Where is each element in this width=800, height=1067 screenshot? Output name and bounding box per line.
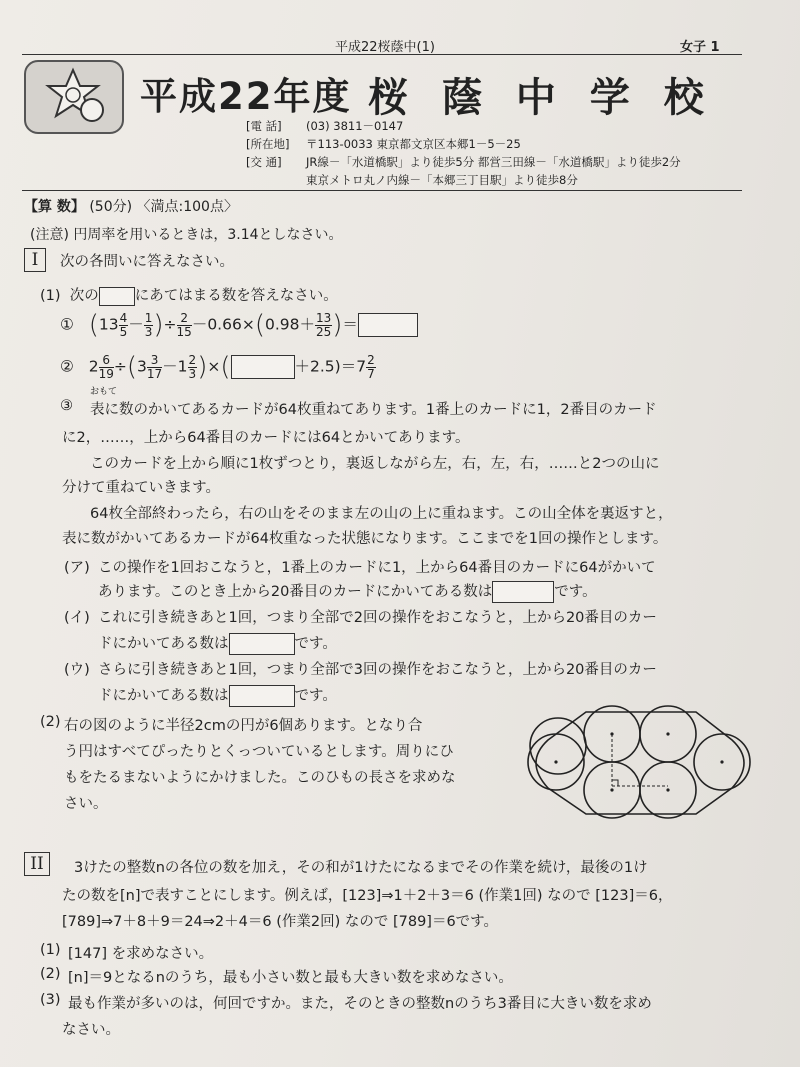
- ruby-annotation: おもて: [90, 387, 118, 397]
- answer-box-c[interactable]: [229, 685, 295, 707]
- page-label: 女子 1: [680, 40, 720, 55]
- section-2-q3-line: 最も作業が多いのは，何回ですか。また，そのときの整数nのうち3番目に大きい数を求め: [68, 996, 652, 1012]
- equation-2: ② 2 $\frac{6}{19}$ ÷(3 $\frac{3}{17}$ －1 $\frac{2}{3}$ )×( ＋2.5)＝7 $\frac{2}{7}$: [60, 352, 375, 382]
- school-name: 桜 蔭 中 学 校: [368, 75, 714, 121]
- eq2-whole: 1: [177, 357, 188, 376]
- q2-line: う円はすべてぴったりとくっついているとします。周りにひ: [64, 744, 454, 760]
- section-2-q2: [n]＝9となるnのうち，最も小さい数と最も大きい数を求めなさい。: [68, 970, 513, 986]
- q3-line: に2，……，上から64番目のカードには64とかいてあります。: [62, 430, 470, 446]
- section-1-heading: 次の各問いに答えなさい。: [60, 254, 234, 270]
- q2-line: 右の図のように半径2cmの円が6個あります。となり合: [64, 718, 423, 734]
- equation-1: ① (13 $\frac{4}{5}$ － $\frac{1}{3}$ )÷ $\frac{2}{15}$ －0.66×(0.98＋ $\frac{13}{25}$ )＝: [60, 310, 418, 340]
- q2-line: さい。: [64, 796, 108, 812]
- section-2-intro-line: 3けたの整数nの各位の数を加え，その和が1けたになるまでその作業を続け，最後の1け: [74, 860, 648, 876]
- sub-question-b-line: [98, 632, 337, 655]
- section-2-q2-number: (2): [40, 966, 61, 982]
- eq2-plus: ＋2.5)＝: [294, 357, 357, 376]
- answer-box-eq1[interactable]: [358, 313, 418, 337]
- phone-label: [電 話]: [246, 119, 282, 133]
- address-value: 〒113-0033 東京都文京区本郷1－5－25: [306, 137, 521, 151]
- sub-a-text: あります。このとき上から20番目のカードにかいてある数は: [98, 584, 493, 600]
- section-2-intro-line: たの数を[n]で表すことにします。例えば，[123]⇒1＋2＋3＝6 (作業1回) なので [123]＝6，: [62, 888, 673, 904]
- sub-question-c-label: (ウ): [64, 662, 90, 678]
- eq1-term: 0.98＋: [264, 315, 315, 334]
- fraction: $\frac{2}{3}$: [188, 352, 197, 381]
- equation-2-number: ②: [60, 357, 74, 376]
- answer-box-sample: [99, 287, 135, 306]
- address-label: [所在地]: [246, 137, 290, 151]
- answer-box-a[interactable]: [492, 581, 554, 603]
- sub-question-a-line: この操作を1回おこなうと，1番上のカードに1，上から64番目のカードに64がかいて: [98, 560, 656, 576]
- fraction: $\frac{2}{15}$: [176, 310, 192, 339]
- sub-a-tail: です。: [554, 584, 597, 600]
- fraction: $\frac{3}{17}$: [146, 352, 163, 381]
- subject: 【算 数】: [24, 199, 85, 215]
- section-2-intro-line: [789]⇒7＋8＋9＝24⇒2＋4＝6 (作業2回) なので [789]＝6です。: [62, 914, 499, 930]
- access-line-2: 東京メトロ丸ノ内線－「本郷三丁目駅」より徒歩8分: [306, 173, 578, 187]
- access-line-1: JR線－「水道橋駅」より徒歩5分 都営三田線－「水道橋駅」より徒歩2分: [306, 155, 681, 169]
- sub-b-text: ドにかいてある数は: [98, 636, 229, 652]
- fraction: $\frac{6}{19}$: [98, 352, 114, 381]
- sub-question-b-label: (イ): [64, 610, 90, 626]
- answer-box-eq2[interactable]: [231, 355, 295, 379]
- access-label: [交 通]: [246, 155, 282, 169]
- q3-line: 64枚全部終わったら，右の山をそのまま左の山の上に重ねます。この山全体を裏返すと，: [90, 506, 673, 522]
- fraction: $\frac{13}{25}$: [315, 310, 332, 339]
- section-2-q1: [147] を求めなさい。: [68, 946, 214, 962]
- circle: [530, 718, 586, 774]
- exam-header: [24, 196, 238, 216]
- q3-line: 表に数がかいてあるカードが64枚重なった状態になります。ここまでを1回の操作とします。: [62, 531, 668, 547]
- eq2-result-whole: 7: [356, 357, 367, 376]
- q3-line: 分けて重ねていきます。: [62, 480, 220, 496]
- sub-c-tail: です。: [294, 688, 337, 704]
- q3-line: 表に数のかいてあるカードが64枚重ねてあります。1番上のカードに1，2番目のカード: [90, 402, 657, 418]
- exam-note: (注意) 円周率を用いるときは，3.14としなさい。: [30, 227, 343, 243]
- eq2-whole: 3: [137, 357, 147, 376]
- phone-value: (03) 3811－0147: [306, 119, 404, 133]
- sub-c-text: ドにかいてある数は: [98, 688, 229, 704]
- section-2-q1-number: (1): [40, 942, 61, 958]
- time-limit: (50分): [89, 199, 133, 215]
- header-rule: [22, 54, 742, 55]
- sub-question-c-line: [98, 684, 337, 707]
- school-logo: [24, 60, 124, 134]
- running-header: 平成22桜蔭中(1): [335, 40, 435, 55]
- fraction: $\frac{1}{3}$: [144, 310, 153, 339]
- section-1-number: I: [24, 248, 46, 272]
- info-phone: [246, 118, 403, 134]
- question-text-post: にあてはまる数を答えなさい。: [134, 288, 338, 304]
- question-text-pre: 次の: [69, 288, 99, 304]
- eq1-middle: －0.66×: [191, 315, 255, 334]
- section-2-q3-line: なさい。: [62, 1022, 120, 1038]
- eq1-mixed-whole: 13: [98, 315, 119, 334]
- info-access: [246, 154, 681, 170]
- section-2-q3-number: (3): [40, 992, 61, 1008]
- q3-line: このカードを上から順に1枚ずつとり，裏返しながら左，右，左，右，……と2つの山に: [90, 456, 660, 472]
- question-1-1: [40, 284, 338, 306]
- question-3-number: ③: [60, 398, 73, 414]
- fraction: $\frac{2}{7}$: [367, 352, 375, 381]
- section-2-number: II: [24, 852, 50, 876]
- sub-b-tail: です。: [294, 636, 337, 652]
- fraction: $\frac{4}{5}$: [119, 310, 128, 339]
- equation-1-number: ①: [60, 315, 74, 334]
- eq2-whole: 2: [88, 357, 99, 376]
- sub-question-c-line: さらに引き続きあと1回，つまり全部で3回の操作をおこなうと，上から20番目のカー: [98, 662, 657, 678]
- sub-question-a-line: [98, 580, 597, 603]
- cherry-blossom-icon: [34, 64, 112, 130]
- eq1-equals: ＝: [342, 315, 358, 334]
- sub-question-b-line: これに引き続きあと1回，つまり全部で2回の操作をおこなうと，上から20番目のカー: [98, 610, 657, 626]
- answer-box-b[interactable]: [229, 633, 295, 655]
- title-rule: [22, 190, 742, 191]
- sub-question-a-label: (ア): [64, 560, 90, 576]
- six-circles-figure: [510, 690, 772, 840]
- max-score: 〈満点:100点〉: [136, 199, 238, 215]
- exam-year-title: 平成22年度: [140, 75, 352, 118]
- info-address: [246, 136, 521, 152]
- question-number: (1): [40, 288, 61, 304]
- q2-line: もをたるまないようにかけました。このひもの長さを求めな: [64, 770, 456, 786]
- question-1-2-number: (2): [40, 714, 61, 730]
